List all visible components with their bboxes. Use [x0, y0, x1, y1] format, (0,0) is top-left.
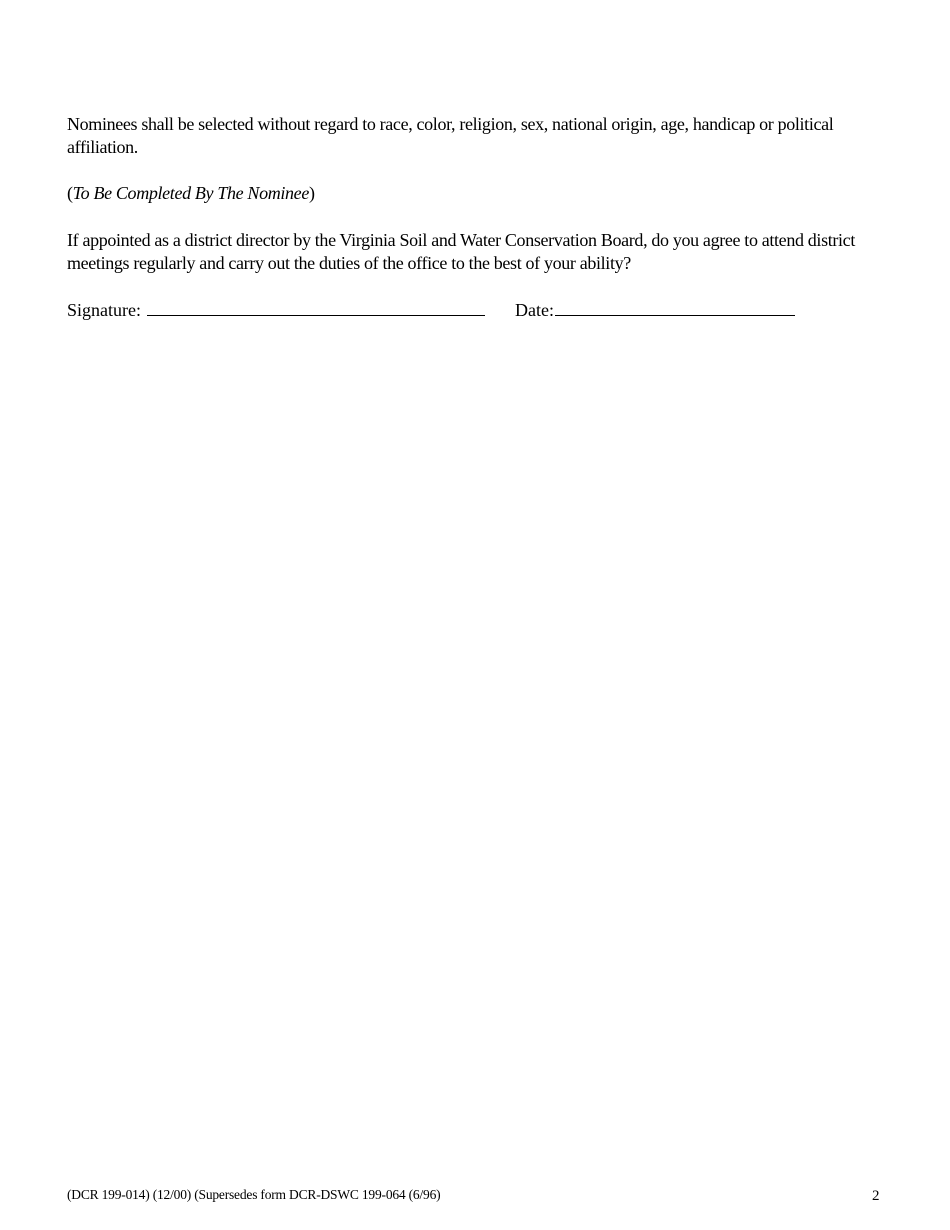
nominee-section-label: To Be Completed By The Nominee [72, 183, 309, 203]
open-paren: ( [67, 183, 73, 203]
form-code-footer: (DCR 199-014) (12/00) (Supersedes form DCR-DSWC 199-064 (6/96) [67, 1187, 441, 1202]
date-field[interactable] [555, 300, 795, 316]
page-number: 2 [872, 1188, 880, 1204]
nominee-agreement-question: If appointed as a district director by the Virginia Soil and Water Conservation Board, do you agree to attend district meetings regularly and carry out the duties of the office to the best of your ability? [67, 230, 855, 273]
date-label: Date: [515, 300, 554, 320]
signature-label: Signature: [67, 300, 141, 320]
nominee-section-heading [67, 182, 897, 205]
signature-row [67, 299, 897, 322]
signature-field[interactable] [147, 300, 485, 316]
close-paren: ) [308, 183, 315, 203]
nondiscrimination-statement: Nominees shall be selected without regard to race, color, religion, sex, national origin, age, handicap or political affiliation. [67, 114, 834, 157]
